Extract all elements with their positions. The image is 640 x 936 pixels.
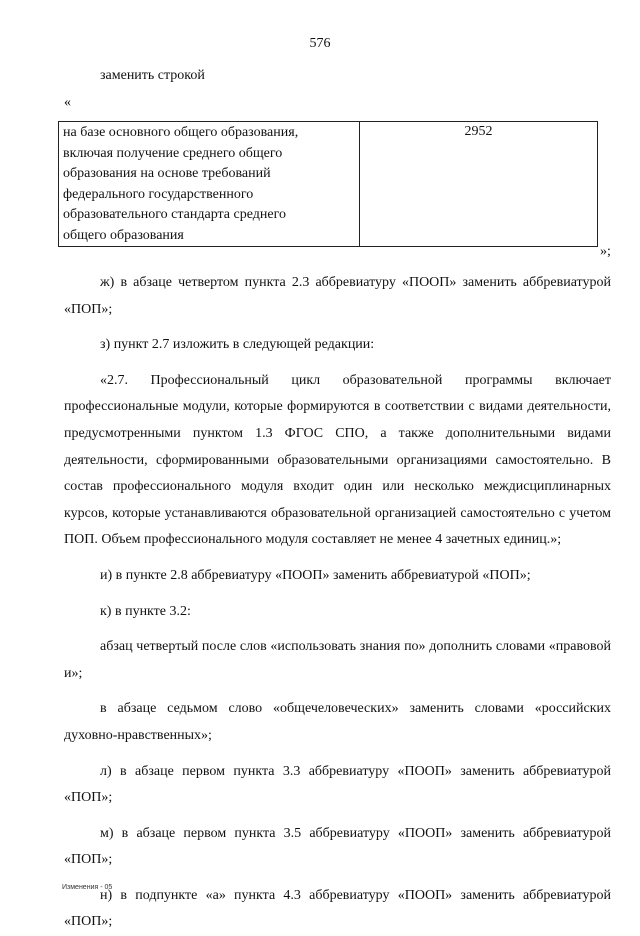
paragraph: н) в подпункте «а» пункта 4.3 аббревиатуру «ПООП» заменить аббревиатурой «ПОП»; [64, 887, 611, 930]
open-quote: « [64, 95, 71, 110]
table-row [59, 122, 598, 247]
paragraph: абзац четвертый после слов «использовать знания по» дополнить словами «правовой и»; [64, 639, 611, 681]
paragraph: л) в абзаце первом пункта 3.3 аббревиатуру «ПООП» заменить аббревиатурой «ПОП»; [64, 763, 611, 806]
table-cell-line: включая получение среднего общего [63, 145, 283, 161]
intro-line: заменить строкой [100, 68, 205, 83]
document-body [64, 270, 611, 936]
paragraph: ж) в абзаце четвертом пункта 2.3 аббревиатуру «ПООП» заменить аббревиатурой «ПОП»; [64, 275, 611, 317]
paragraph: з) пункт 2.7 изложить в следующей редакции: [100, 337, 375, 353]
table-cell-line: на базе основного общего образования, [63, 125, 299, 140]
footer-note: Изменения - 05 [62, 884, 113, 891]
paragraph: и) в пункте 2.8 аббревиатуру «ПООП» заменить аббревиатурой «ПОП»; [100, 567, 531, 583]
table-cell-description [59, 122, 360, 247]
table-cell-line: образовательного стандарта среднего [63, 207, 286, 222]
page-number: 576 [309, 36, 331, 51]
paragraph: в абзаце седьмом слово «общечеловеческих» заменить словами «российских духовно-нравственных»; [64, 701, 611, 743]
table-cell-line: федерального государственного [63, 186, 254, 202]
amendment-table [58, 121, 598, 247]
paragraph: к) в пункте 3.2: [100, 603, 191, 619]
close-quote: »; [600, 244, 611, 259]
paragraph: «2.7. Профессиональный цикл образовательной программы включает профессиональные модули, которые формируются в соответствии с видами деятельности, предусмотренными пунктом 1.3 ФГОС СПО, а также дополнительными видами деятельности, сформированными образовательными организациями самостоятельно. В состав профессионального модуля входит один или несколько междисциплинарных курсов, которые устанавливаются образовательной организацией самостоятельно с учетом ПОП. Объем профессионального модуля составляет не менее 4 зачетных единиц.»; [64, 372, 611, 548]
paragraph: м) в абзаце первом пункта 3.5 аббревиатуру «ПООП» заменить аббревиатурой «ПОП»; [64, 825, 611, 868]
table-cell-line: образования на основе требований [63, 166, 271, 181]
table-cell-value: 2952 [360, 122, 598, 247]
table-cell-line: общего образования [63, 227, 184, 243]
